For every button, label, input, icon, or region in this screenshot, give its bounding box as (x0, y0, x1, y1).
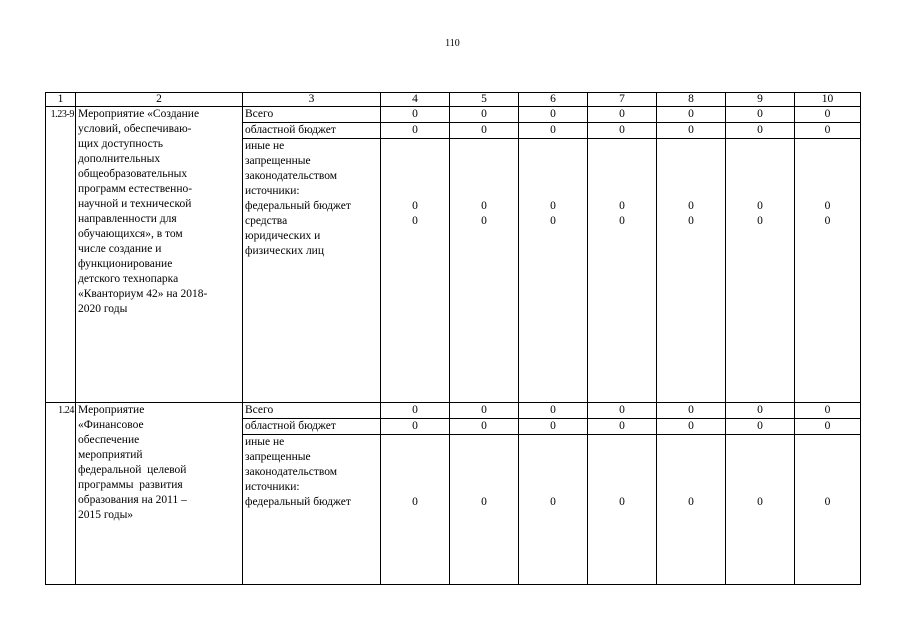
header-row (46, 93, 861, 107)
value-cell: 0 (795, 403, 861, 419)
budget-table (45, 92, 861, 585)
source-label: Всего (243, 107, 381, 123)
value-cell: 0 (450, 107, 519, 123)
value-cell: 0 (450, 403, 519, 419)
value-cell: 0 (657, 123, 726, 139)
source-label: областной бюджет (243, 419, 381, 435)
value-cell: 0 (726, 107, 795, 123)
item-name: Мероприятие «Создание условий, обеспечиваю- щих доступность дополнительных общеобразовательных программ естественно- научной и технической направленности для обучающихся», в том числе создание и функционирование детского технопарка «Кванториум 42» на 2018- 2020 годы (76, 107, 243, 403)
value-cell: 0 (795, 419, 861, 435)
table-row (46, 107, 861, 123)
item-name: Мероприятие «Финансовое обеспечение мероприятий федеральной целевой программы развития образования на 2011 – 2015 годы» (76, 403, 243, 585)
value-cell: 0 (450, 435, 519, 585)
header-cell: 4 (381, 93, 450, 107)
value-cell: 0 (381, 435, 450, 585)
value-cell: 0 (519, 403, 588, 419)
value-cell: 0 (381, 123, 450, 139)
value-cell: 0 (657, 107, 726, 123)
page-number: 110 (445, 38, 460, 49)
value-cell: 0 (726, 403, 795, 419)
value-cell: 0 (795, 123, 861, 139)
value-cell: 0 0 (795, 139, 861, 403)
value-cell: 0 0 (726, 139, 795, 403)
item-number: 1.23-9 (46, 107, 76, 403)
value-cell: 0 (519, 107, 588, 123)
source-label: областной бюджет (243, 123, 381, 139)
table-row (46, 403, 861, 419)
value-cell: 0 (519, 123, 588, 139)
value-cell: 0 0 (657, 139, 726, 403)
value-cell: 0 (795, 435, 861, 585)
source-label: иные не запрещенные законодательством источники: федеральный бюджет средства юридических и физических лиц (243, 139, 381, 403)
header-cell: 6 (519, 93, 588, 107)
value-cell: 0 (657, 435, 726, 585)
value-cell: 0 (726, 123, 795, 139)
value-cell: 0 (381, 107, 450, 123)
value-cell: 0 (519, 435, 588, 585)
value-cell: 0 (726, 419, 795, 435)
header-cell: 9 (726, 93, 795, 107)
value-cell: 0 0 (450, 139, 519, 403)
header-cell: 10 (795, 93, 861, 107)
value-cell: 0 (588, 107, 657, 123)
value-cell: 0 (381, 419, 450, 435)
value-cell: 0 0 (519, 139, 588, 403)
value-cell: 0 (795, 107, 861, 123)
value-cell: 0 0 (381, 139, 450, 403)
value-cell: 0 (588, 123, 657, 139)
value-cell: 0 (588, 419, 657, 435)
value-cell: 0 (450, 419, 519, 435)
item-number: 1.24 (46, 403, 76, 585)
value-cell: 0 0 (588, 139, 657, 403)
value-cell: 0 (588, 435, 657, 585)
header-cell: 5 (450, 93, 519, 107)
header-cell: 2 (76, 93, 243, 107)
value-cell: 0 (657, 419, 726, 435)
header-cell: 7 (588, 93, 657, 107)
value-cell: 0 (450, 123, 519, 139)
source-label: Всего (243, 403, 381, 419)
header-cell: 8 (657, 93, 726, 107)
header-cell: 1 (46, 93, 76, 107)
value-cell: 0 (519, 419, 588, 435)
value-cell: 0 (588, 403, 657, 419)
value-cell: 0 (657, 403, 726, 419)
value-cell: 0 (381, 403, 450, 419)
source-label: иные не запрещенные законодательством источники: федеральный бюджет (243, 435, 381, 585)
header-cell: 3 (243, 93, 381, 107)
value-cell: 0 (726, 435, 795, 585)
